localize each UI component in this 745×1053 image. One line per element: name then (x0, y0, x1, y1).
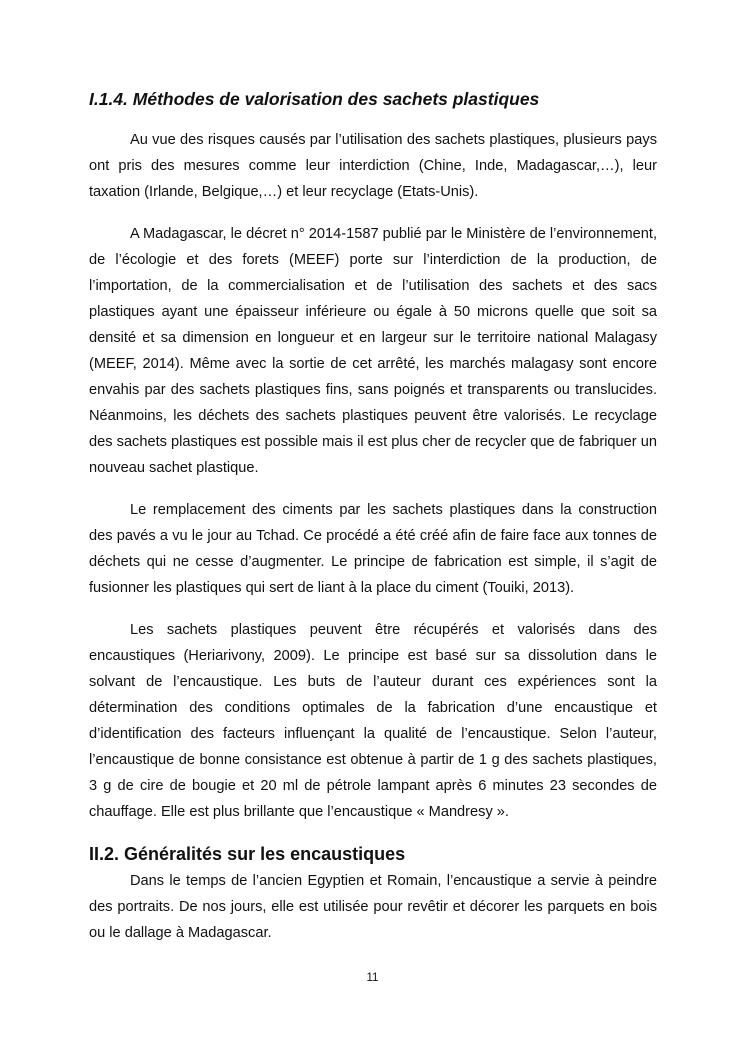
section-heading-encaustiques: II.2. Généralités sur les encaustiques (89, 844, 406, 864)
page-number: 11 (366, 972, 379, 984)
document-page (89, 86, 657, 946)
section-heading-valorisation: I.1.4. Méthodes de valorisation des sachets plastiques (89, 89, 540, 109)
paragraph-tchad-paves: Le remplacement des ciments par les sachets plastiques dans la construction des pavés a vu le jour au Tchad. Ce procédé a été créé afin de faire face aux tonnes de déchets qui ne cesse d’augmenter. Le principe de fabrication est simple, il s’agit de fusionner les plastiques qui sert de liant à la place du ciment (Touiki, 2013). (89, 502, 657, 596)
paragraph-encaustiques-valorisation: Les sachets plastiques peuvent être récupérés et valorisés dans des encaustiques (Heriarivony, 2009). Le principe est basé sur sa dissolution dans le solvant de l’encaustique. Les buts de l’auteur durant ces expériences sont la détermination des conditions optimales de la fabrication d’une encaustique et d’identification des facteurs influençant la qualité de l’encaustique. Selon l’auteur, l’encaustique de bonne consistance est obtenue à partir de 1 g des sachets plastiques, 3 g de cire de bougie et 20 ml de pétrole lampant après 6 minutes 23 secondes de chauffage. Elle est plus brillante que l’encaustique « Mandresy ». (89, 622, 657, 820)
paragraph-encaustique-histoire: Dans le temps de l’ancien Egyptien et Romain, l’encaustique a servie à peindre des portraits. De nos jours, elle est utilisée pour revêtir et décorer les parquets en bois ou le dallage à Madagascar. (89, 873, 657, 941)
paragraph-risques: Au vue des risques causés par l’utilisation des sachets plastiques, plusieurs pays ont pris des mesures comme leur interdiction (Chine, Inde, Madagascar,…), leur taxation (Irlande, Belgique,…) et leur recyclage (Etats-Unis). (89, 132, 657, 200)
paragraph-madagascar-decret: A Madagascar, le décret n° 2014-1587 publié par le Ministère de l’environnement, de l’écologie et des forets (MEEF) porte sur l’interdiction de la production, de l’importation, de la commercialisation et de l’utilisation des sachets et des sacs plastiques ayant une épaisseur inférieure ou égale à 50 microns quelle que soit sa densité et sa dimension en longueur et en largeur sur le territoire national Malagasy (MEEF, 2014). Même avec la sortie de cet arrêté, les marchés malagasy sont encore envahis par des sachets plastiques fins, sans poignés et transparents ou translucides. Néanmoins, les déchets des sachets plastiques peuvent être valorisés. Le recyclage des sachets plastiques est possible mais il est plus cher de recycler que de fabriquer un nouveau sachet plastique. (89, 226, 657, 476)
